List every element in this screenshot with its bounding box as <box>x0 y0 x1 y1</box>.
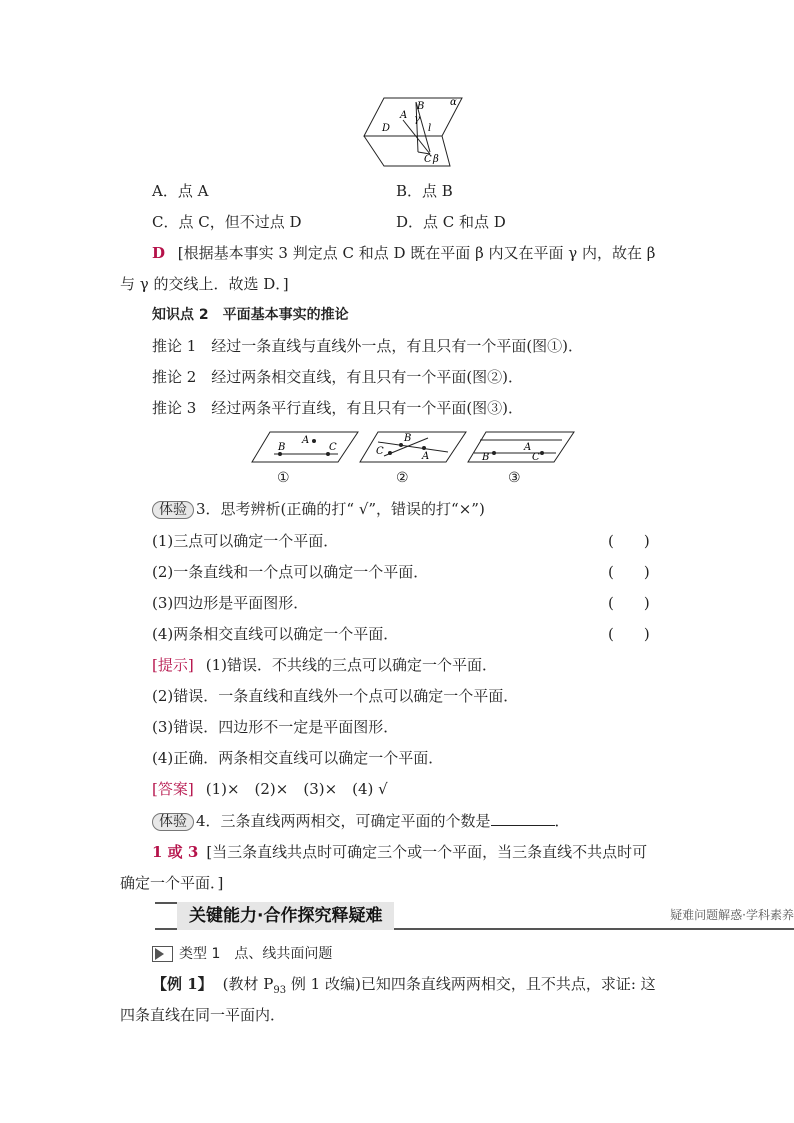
fig2-label-B: B <box>404 433 412 444</box>
section-right-text: 疑难问题解惑·学科素养 <box>670 908 794 922</box>
q4-explanation-1: [当三条直线共点时可确定三个或一个平面，当三条直线不共点时可 <box>206 843 648 861</box>
fig1-label-A: A <box>302 435 310 446</box>
label-l: l <box>428 123 432 134</box>
q4-stem-end: ． <box>554 812 570 830</box>
plane-alpha <box>364 98 462 136</box>
q3-answers <box>152 779 388 799</box>
q3-tag: 体验 <box>152 501 194 519</box>
label-A: A <box>400 110 408 121</box>
q3-item-1: (1)三点可以确定一个平面． <box>152 532 339 550</box>
answer-explanation-line2: 与 γ 的交线上．故选 D．] <box>120 275 289 293</box>
figure-2 <box>358 430 468 464</box>
q3-paren-4: ( ) <box>608 625 650 643</box>
q3-paren-3: ( ) <box>608 594 650 612</box>
q4-answer: 1 或 3 <box>152 843 199 861</box>
play-triangle-icon <box>152 946 173 962</box>
q3-item-3: (3)四边形是平面图形． <box>152 594 309 612</box>
answer-label: [答案] <box>152 780 194 798</box>
option-a: A．点 A <box>152 182 209 200</box>
fig1-label-B: B <box>278 442 286 453</box>
fig2-label-C: C <box>376 446 384 457</box>
type1-label: 类型 1 点、线共面问题 <box>179 946 333 962</box>
example1-line1 <box>152 974 656 1001</box>
example1-subscript: 93 <box>273 985 287 996</box>
q3-hint-4: (4)正确．两条相交直线可以确定一个平面． <box>152 749 444 767</box>
q3-hint-2: (2)错误．一条直线和直线外一个点可以确定一个平面． <box>152 687 519 705</box>
figure-1 <box>250 430 360 464</box>
answer-letter: D <box>152 244 166 262</box>
answer-explanation-line1 <box>152 243 655 263</box>
fig3-label-B: B <box>482 452 490 463</box>
q3-paren-2: ( ) <box>608 563 650 581</box>
section-banner <box>155 902 794 930</box>
label-gamma: γ <box>414 114 420 125</box>
knowledge-heading: 知识点 2 平面基本事实的推论 <box>152 307 349 323</box>
q3-paren-1: ( ) <box>608 532 650 550</box>
example1-line2: 四条直线在同一平面内． <box>120 1006 286 1024</box>
label-beta: β <box>433 154 439 165</box>
example1-text-after: 例 1 改编)已知四条直线两两相交，且不共点，求证: 这 <box>286 975 656 993</box>
fig3-label-A: A <box>524 442 532 453</box>
banner-rule-top <box>155 902 177 904</box>
option-d: D．点 C 和点 D <box>396 213 506 231</box>
figure-2-caption: ② <box>396 470 409 486</box>
q3-stem-text: 3．思考辨析(正确的打“ √”，错误的打“×”) <box>196 500 485 518</box>
type1-heading <box>152 943 332 964</box>
hint-text-1: (1)错误．不共线的三点可以确定一个平面． <box>205 656 497 674</box>
label-alpha: α <box>450 97 457 108</box>
answers-text: (1)× (2)× (3)× (4) √ <box>205 780 388 798</box>
q3-hint-1 <box>152 655 497 675</box>
fig2-label-A: A <box>422 451 430 462</box>
q3-item-4: (4)两条相交直线可以确定一个平面． <box>152 625 399 643</box>
q4-stem <box>152 811 570 831</box>
label-B: B <box>417 101 425 112</box>
corollary-1: 推论 1 经过一条直线与直线外一点，有且只有一个平面(图①)． <box>152 337 584 355</box>
example1-text-before: (教材 P <box>222 975 274 993</box>
figure-3-caption: ③ <box>508 470 521 486</box>
figure-1-caption: ① <box>277 470 290 486</box>
fig3-label-C: C <box>532 452 540 463</box>
explanation-text: [根据基本事实 3 判定点 C 和点 D 既在平面 β 内又在平面 γ 内，故在 β <box>177 244 656 262</box>
section-title: 关键能力·合作探究释疑难 <box>177 902 394 930</box>
example1-label: 【例 1】 <box>152 975 213 993</box>
planes-figure <box>360 92 470 170</box>
q4-tag: 体验 <box>152 813 194 831</box>
option-b: B．点 B <box>396 182 453 200</box>
hint-label: [提示] <box>152 656 194 674</box>
q4-answer-line1 <box>152 842 647 862</box>
q3-stem <box>152 499 485 519</box>
q3-item-2: (2)一条直线和一个点可以确定一个平面． <box>152 563 429 581</box>
label-D: D <box>382 123 391 134</box>
fig1-label-C: C <box>329 442 337 453</box>
q4-answer-line2: 确定一个平面．] <box>120 874 224 892</box>
option-c: C．点 C，但不过点 D <box>152 213 302 231</box>
figure-3 <box>466 430 576 464</box>
q4-blank <box>491 811 555 826</box>
corollary-2: 推论 2 经过两条相交直线，有且只有一个平面(图②)． <box>152 368 524 386</box>
corollary-3: 推论 3 经过两条平行直线，有且只有一个平面(图③)． <box>152 399 524 417</box>
q4-stem-text: 4．三条直线两两相交，可确定平面的个数是 <box>196 812 491 830</box>
label-C: C <box>424 154 432 165</box>
q3-hint-3: (3)错误．四边形不一定是平面图形． <box>152 718 399 736</box>
